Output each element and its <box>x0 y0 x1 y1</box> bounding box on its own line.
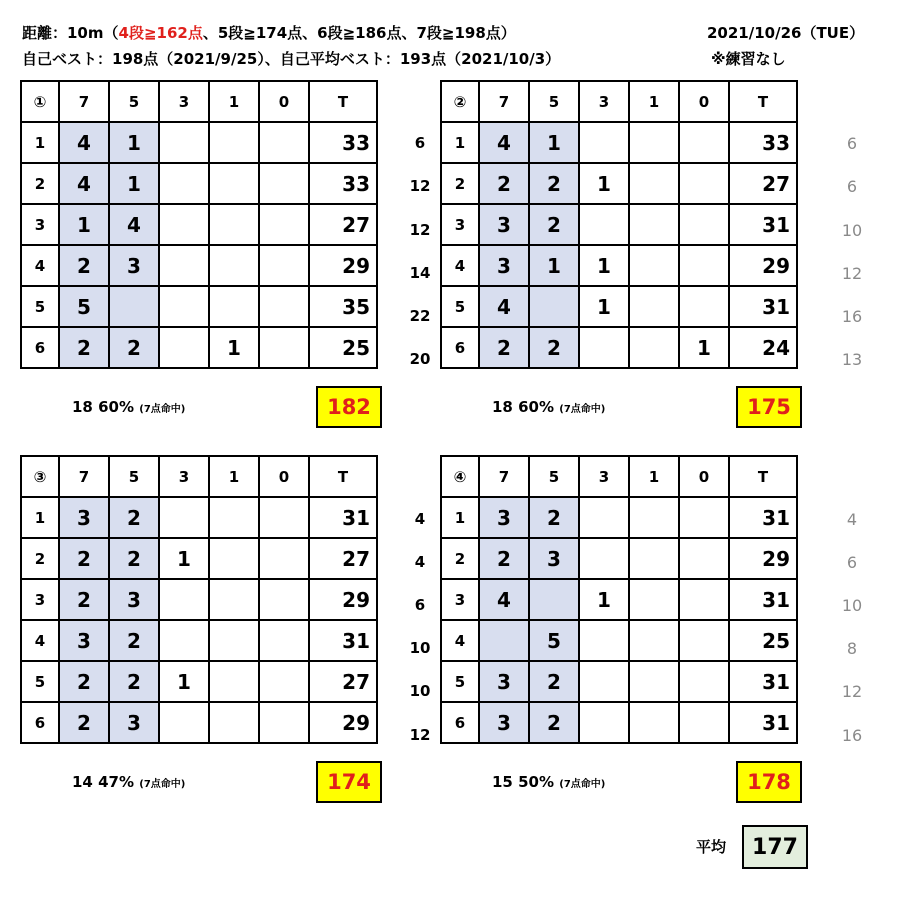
count-cell <box>209 661 259 702</box>
hit-count: 15 <box>492 773 513 791</box>
personal-best: 自己ベスト：198点（2021/9/25）、自己平均ベスト：193点（2021/10/3） <box>22 50 561 68</box>
end-number: 2 <box>441 538 479 579</box>
end-total: 33 <box>309 163 377 204</box>
hit-percent: 50% <box>518 773 555 791</box>
count-cell: 1 <box>109 163 159 204</box>
end-total: 35 <box>309 286 377 327</box>
table-row <box>441 538 797 579</box>
table-row <box>21 497 377 538</box>
column-header: 0 <box>679 81 729 122</box>
count-cell <box>579 204 629 245</box>
end-total: 29 <box>729 245 797 286</box>
table-row <box>441 579 797 620</box>
end-total: 33 <box>729 122 797 163</box>
count-cell: 3 <box>109 245 159 286</box>
score-table <box>20 455 378 744</box>
end-total: 31 <box>729 497 797 538</box>
end-number: 2 <box>21 163 59 204</box>
table-row <box>21 245 377 286</box>
end-total: 31 <box>729 661 797 702</box>
count-cell <box>159 579 209 620</box>
count-cell <box>679 579 729 620</box>
column-header: T <box>309 456 377 497</box>
count-cell <box>109 286 159 327</box>
end-total: 31 <box>729 579 797 620</box>
cumulative-value: 6 <box>846 177 858 196</box>
column-header: 0 <box>259 456 309 497</box>
count-cell <box>259 245 309 286</box>
hit-note: (7点命中) <box>559 779 606 790</box>
cumulative-value: 4 <box>414 510 426 528</box>
count-cell <box>679 661 729 702</box>
round-total: 178 <box>736 761 802 803</box>
column-header: 3 <box>579 456 629 497</box>
column-header: 1 <box>209 81 259 122</box>
round-label: ② <box>441 81 479 122</box>
count-cell <box>209 538 259 579</box>
count-cell: 1 <box>529 245 579 286</box>
column-header: 7 <box>59 81 109 122</box>
count-cell <box>679 702 729 743</box>
count-cell: 3 <box>109 702 159 743</box>
end-total: 29 <box>729 538 797 579</box>
end-number: 5 <box>441 661 479 702</box>
cumulative-value: 10 <box>841 596 863 615</box>
count-cell: 3 <box>479 702 529 743</box>
count-cell <box>209 245 259 286</box>
table-row <box>441 702 797 743</box>
column-header: 5 <box>109 456 159 497</box>
count-cell <box>259 702 309 743</box>
column-header: 1 <box>209 456 259 497</box>
column-header: 7 <box>59 456 109 497</box>
count-cell: 3 <box>529 538 579 579</box>
count-cell <box>579 702 629 743</box>
end-total: 27 <box>729 163 797 204</box>
count-cell <box>629 245 679 286</box>
count-cell: 2 <box>109 497 159 538</box>
count-cell <box>159 204 209 245</box>
cumulative-value: 12 <box>409 177 431 195</box>
count-cell <box>259 579 309 620</box>
count-cell: 4 <box>479 122 529 163</box>
end-number: 6 <box>21 702 59 743</box>
table-row <box>21 286 377 327</box>
count-cell: 2 <box>529 661 579 702</box>
cumulative-value: 16 <box>841 307 863 326</box>
table-row <box>21 204 377 245</box>
table-row <box>21 579 377 620</box>
end-total: 31 <box>309 497 377 538</box>
hit-count: 18 <box>492 398 513 416</box>
count-cell <box>259 286 309 327</box>
count-cell: 3 <box>479 661 529 702</box>
count-cell: 2 <box>59 661 109 702</box>
count-cell <box>679 620 729 661</box>
column-header: 0 <box>679 456 729 497</box>
score-sheet-4 <box>440 455 798 794</box>
count-cell <box>259 538 309 579</box>
count-cell: 1 <box>579 163 629 204</box>
table-row <box>21 538 377 579</box>
end-total: 31 <box>729 286 797 327</box>
end-number: 5 <box>21 286 59 327</box>
count-cell <box>209 122 259 163</box>
cumulative-value: 8 <box>846 639 858 658</box>
count-cell <box>209 702 259 743</box>
end-total: 31 <box>309 620 377 661</box>
hit-note: (7点命中) <box>139 779 186 790</box>
cumulative-value: 10 <box>409 639 431 657</box>
count-cell <box>679 122 729 163</box>
column-header: 3 <box>159 81 209 122</box>
count-cell <box>529 579 579 620</box>
cumulative-value: 13 <box>841 350 863 369</box>
end-number: 5 <box>21 661 59 702</box>
end-total: 27 <box>309 204 377 245</box>
column-header: 0 <box>259 81 309 122</box>
column-header: 7 <box>479 81 529 122</box>
table-row <box>21 661 377 702</box>
column-header: T <box>309 81 377 122</box>
end-total: 24 <box>729 327 797 368</box>
end-number: 4 <box>441 245 479 286</box>
count-cell <box>679 245 729 286</box>
count-cell <box>629 327 679 368</box>
count-cell <box>629 661 679 702</box>
cumulative-value: 6 <box>414 596 426 614</box>
table-row <box>21 163 377 204</box>
end-number: 3 <box>441 204 479 245</box>
count-cell <box>679 163 729 204</box>
end-total: 27 <box>309 538 377 579</box>
end-number: 5 <box>441 286 479 327</box>
count-cell: 2 <box>529 497 579 538</box>
hit-percent: 60% <box>518 398 555 416</box>
end-number: 4 <box>21 620 59 661</box>
hit-count: 14 <box>72 773 93 791</box>
end-total: 29 <box>309 702 377 743</box>
count-cell: 2 <box>59 245 109 286</box>
count-cell: 4 <box>479 579 529 620</box>
count-cell: 5 <box>529 620 579 661</box>
count-cell: 4 <box>479 286 529 327</box>
count-cell <box>629 579 679 620</box>
count-cell <box>679 286 729 327</box>
cumulative-value: 20 <box>409 350 431 368</box>
end-total: 29 <box>309 579 377 620</box>
score-sheet-2 <box>440 80 798 419</box>
score-table <box>440 80 798 369</box>
score-sheet-1 <box>20 80 378 419</box>
count-cell <box>159 122 209 163</box>
count-cell <box>579 122 629 163</box>
count-cell <box>259 163 309 204</box>
count-cell <box>159 245 209 286</box>
distance-criteria: 距離：10m（4段≧162点、5段≧174点、6段≧186点、7段≧198点） <box>22 24 516 42</box>
table-row <box>441 122 797 163</box>
count-cell <box>579 497 629 538</box>
count-cell: 2 <box>529 163 579 204</box>
cumulative-value: 6 <box>846 134 858 153</box>
count-cell: 1 <box>579 579 629 620</box>
hit-stats <box>492 398 605 416</box>
count-cell <box>259 661 309 702</box>
end-number: 1 <box>441 497 479 538</box>
hit-count: 18 <box>72 398 93 416</box>
table-row <box>21 702 377 743</box>
end-number: 3 <box>441 579 479 620</box>
count-cell <box>529 286 579 327</box>
count-cell: 1 <box>109 122 159 163</box>
count-cell: 3 <box>109 579 159 620</box>
column-header: 5 <box>109 81 159 122</box>
end-total: 27 <box>309 661 377 702</box>
session-date: 2021/10/26（TUE） <box>707 24 865 42</box>
count-cell: 2 <box>479 538 529 579</box>
cumulative-value: 12 <box>841 682 863 701</box>
count-cell <box>629 286 679 327</box>
count-cell <box>579 661 629 702</box>
count-cell <box>479 620 529 661</box>
end-number: 6 <box>21 327 59 368</box>
count-cell: 2 <box>109 661 159 702</box>
count-cell <box>679 538 729 579</box>
count-cell <box>679 204 729 245</box>
count-cell <box>209 497 259 538</box>
end-total: 31 <box>729 702 797 743</box>
cumulative-value: 4 <box>846 510 858 529</box>
average-label: 平均 <box>696 838 727 856</box>
cumulative-value: 4 <box>414 553 426 571</box>
count-cell: 5 <box>59 286 109 327</box>
count-cell <box>209 620 259 661</box>
round-label: ③ <box>21 456 59 497</box>
count-cell: 3 <box>479 204 529 245</box>
table-row <box>21 122 377 163</box>
table-row <box>21 327 377 368</box>
end-total: 33 <box>309 122 377 163</box>
cumulative-value: 6 <box>846 553 858 572</box>
count-cell: 2 <box>529 204 579 245</box>
count-cell: 4 <box>109 204 159 245</box>
count-cell: 1 <box>209 327 259 368</box>
end-number: 3 <box>21 204 59 245</box>
count-cell <box>629 497 679 538</box>
count-cell <box>209 286 259 327</box>
count-cell <box>259 122 309 163</box>
count-cell <box>159 327 209 368</box>
count-cell: 1 <box>579 286 629 327</box>
end-total: 25 <box>729 620 797 661</box>
count-cell <box>629 204 679 245</box>
hit-percent: 47% <box>98 773 135 791</box>
round-label: ① <box>21 81 59 122</box>
practice-note: ※練習なし <box>711 50 786 68</box>
cumulative-value: 12 <box>409 726 431 744</box>
cumulative-value: 10 <box>409 682 431 700</box>
count-cell <box>259 327 309 368</box>
count-cell: 2 <box>109 620 159 661</box>
count-cell <box>579 327 629 368</box>
count-cell <box>159 620 209 661</box>
count-cell: 2 <box>109 327 159 368</box>
column-header: T <box>729 456 797 497</box>
count-cell <box>579 538 629 579</box>
score-table <box>20 80 378 369</box>
count-cell: 1 <box>529 122 579 163</box>
table-row <box>441 327 797 368</box>
end-total: 29 <box>309 245 377 286</box>
count-cell: 2 <box>59 538 109 579</box>
count-cell: 3 <box>479 245 529 286</box>
table-row <box>441 661 797 702</box>
count-cell <box>259 620 309 661</box>
end-number: 2 <box>441 163 479 204</box>
table-row <box>441 204 797 245</box>
count-cell <box>209 204 259 245</box>
end-number: 4 <box>21 245 59 286</box>
cumulative-value: 12 <box>841 264 863 283</box>
count-cell <box>629 538 679 579</box>
average-score: 177 <box>742 825 808 869</box>
count-cell <box>259 204 309 245</box>
end-number: 6 <box>441 702 479 743</box>
hit-stats <box>492 773 605 791</box>
count-cell <box>679 497 729 538</box>
count-cell <box>579 620 629 661</box>
end-total: 25 <box>309 327 377 368</box>
column-header: 3 <box>159 456 209 497</box>
round-total: 175 <box>736 386 802 428</box>
count-cell <box>259 497 309 538</box>
end-number: 4 <box>441 620 479 661</box>
count-cell: 1 <box>159 661 209 702</box>
end-number: 1 <box>21 122 59 163</box>
count-cell: 4 <box>59 122 109 163</box>
cumulative-value: 16 <box>841 726 863 745</box>
table-row <box>441 286 797 327</box>
count-cell <box>209 163 259 204</box>
count-cell: 1 <box>59 204 109 245</box>
count-cell: 2 <box>529 327 579 368</box>
column-header: 1 <box>629 456 679 497</box>
cumulative-value: 12 <box>409 221 431 239</box>
table-row <box>441 245 797 286</box>
count-cell: 3 <box>479 497 529 538</box>
count-cell: 1 <box>579 245 629 286</box>
end-number: 6 <box>441 327 479 368</box>
count-cell <box>209 579 259 620</box>
count-cell <box>629 122 679 163</box>
cumulative-value: 14 <box>409 264 431 282</box>
count-cell: 2 <box>59 579 109 620</box>
count-cell <box>159 497 209 538</box>
end-number: 1 <box>441 122 479 163</box>
end-total: 31 <box>729 204 797 245</box>
hit-note: (7点命中) <box>139 404 186 415</box>
count-cell: 4 <box>59 163 109 204</box>
hit-stats <box>72 398 185 416</box>
count-cell: 2 <box>479 163 529 204</box>
end-number: 2 <box>21 538 59 579</box>
table-row <box>441 163 797 204</box>
count-cell <box>629 702 679 743</box>
count-cell: 2 <box>529 702 579 743</box>
table-row <box>441 497 797 538</box>
count-cell <box>629 620 679 661</box>
table-row <box>441 620 797 661</box>
round-total: 182 <box>316 386 382 428</box>
hit-note: (7点命中) <box>559 404 606 415</box>
column-header: 7 <box>479 456 529 497</box>
count-cell: 1 <box>679 327 729 368</box>
cumulative-value: 10 <box>841 221 863 240</box>
column-header: 3 <box>579 81 629 122</box>
count-cell: 2 <box>109 538 159 579</box>
cumulative-value: 22 <box>409 307 431 325</box>
end-number: 1 <box>21 497 59 538</box>
count-cell <box>159 702 209 743</box>
count-cell: 1 <box>159 538 209 579</box>
count-cell: 2 <box>59 702 109 743</box>
column-header: 5 <box>529 81 579 122</box>
round-label: ④ <box>441 456 479 497</box>
cumulative-value: 6 <box>414 134 426 152</box>
count-cell <box>159 163 209 204</box>
count-cell: 2 <box>479 327 529 368</box>
count-cell: 3 <box>59 497 109 538</box>
hit-stats <box>72 773 185 791</box>
count-cell: 2 <box>59 327 109 368</box>
end-number: 3 <box>21 579 59 620</box>
table-row <box>21 620 377 661</box>
column-header: 5 <box>529 456 579 497</box>
score-table <box>440 455 798 744</box>
column-header: 1 <box>629 81 679 122</box>
hit-percent: 60% <box>98 398 135 416</box>
round-total: 174 <box>316 761 382 803</box>
count-cell: 3 <box>59 620 109 661</box>
count-cell <box>629 163 679 204</box>
count-cell <box>159 286 209 327</box>
column-header: T <box>729 81 797 122</box>
score-sheet-3 <box>20 455 378 794</box>
